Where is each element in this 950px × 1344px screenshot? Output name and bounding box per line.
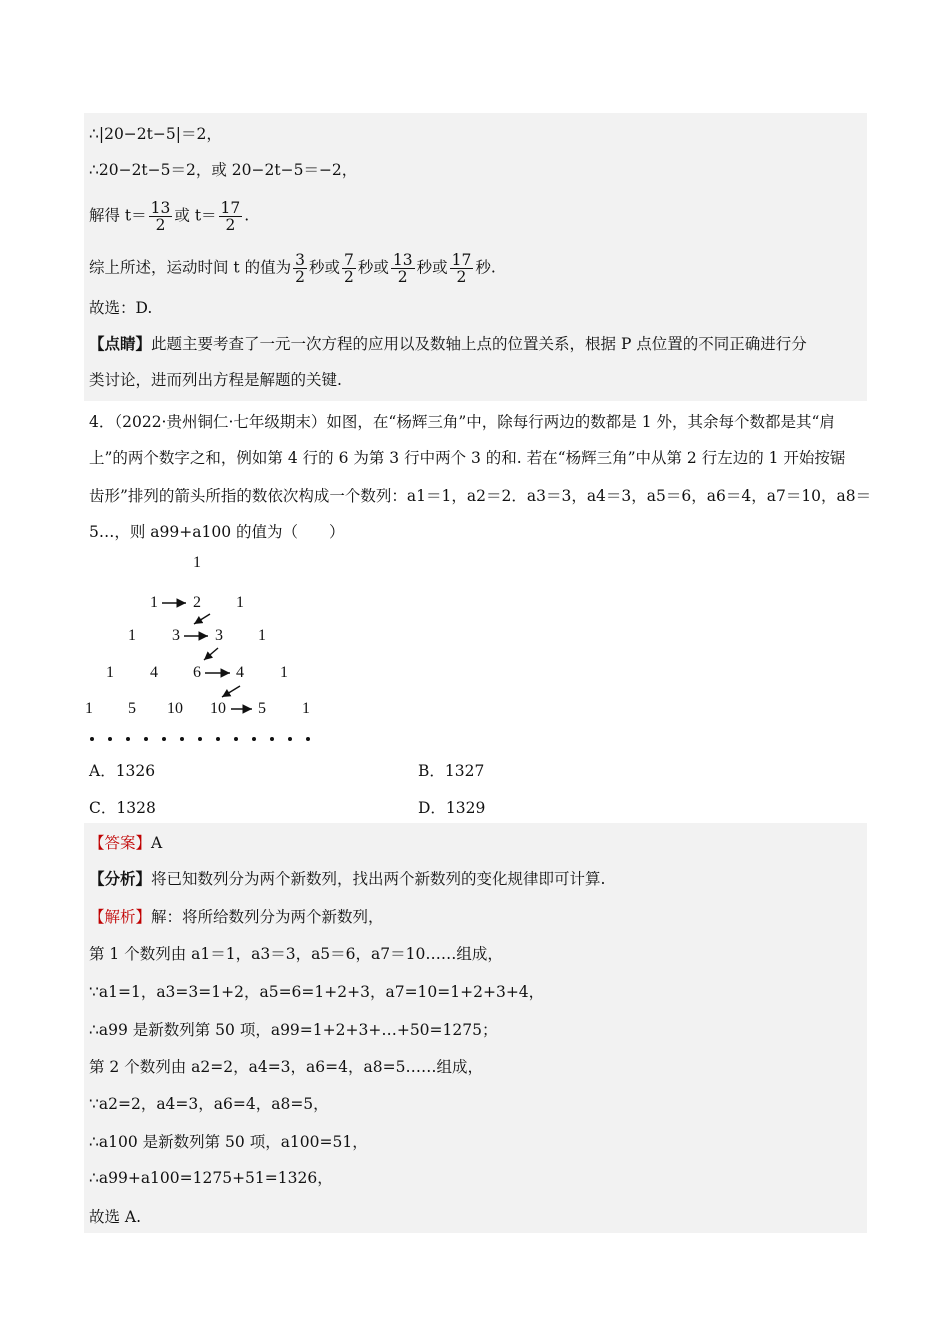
analysis-line [89,869,605,889]
fraction: $\frac{17}{2}$ [220,199,241,234]
fraction: $\frac{7}{2}$ [343,251,354,286]
text-line [89,252,496,285]
solution-line: ∵a2=2，a4=3，a6=4，a8=5， [89,1095,329,1113]
solution-line: ∴a99 是新数列第 50 项，a99=1+2+3+…+50=1275； [89,1021,498,1039]
triangle-number: 5 [258,700,266,717]
option-a[interactable]: A．1326 [89,762,156,780]
text: 综上所述，运动时间 t 的值为 [89,258,292,277]
triangle-number: 1 [106,664,114,681]
solution-line: ∴a99+a100=1275+51=1326， [89,1169,333,1187]
text: 或 t＝ [174,206,217,225]
triangle-number: 10 [210,700,226,717]
text: . [244,206,250,225]
text: 解得 t＝ [89,206,147,225]
triangle-number: 5 [128,700,136,717]
question-line: 上”的两个数字之和，例如第 4 行的 6 为第 3 行中两个 3 的和. 若在“杨辉三角”中从第 2 行左边的 1 开始按锯 [89,449,846,467]
text-line: ∴20−2t−5＝2，或 20−2t−5＝−2， [89,161,358,179]
triangle-number: 3 [172,627,180,644]
text: 秒或 [308,258,340,277]
text-line: 故选：D. [89,299,153,317]
fraction: $\frac{13}{2}$ [392,251,413,286]
option-c[interactable]: C．1328 [89,799,156,817]
triangle-number: 2 [193,594,201,611]
comment-tag: 【点睛】 [89,334,152,353]
triangle-number: 3 [215,627,223,644]
fraction: $\frac{17}{2}$ [451,251,472,286]
text-line: ∴|20−2t−5|＝2， [89,125,222,143]
text: 秒. [475,258,496,277]
text: 秒或 [416,258,448,277]
analysis-tag: 【分析】 [89,869,152,888]
triangle-number: 1 [258,627,266,644]
text-line: 类讨论，进而列出方程是解题的关键. [89,371,342,389]
question-line: 5…，则 a99+a100 的值为（ ） [89,523,345,541]
option-b[interactable]: B．1327 [418,762,485,780]
triangle-number: 10 [167,700,183,717]
answer-line [89,833,162,853]
triangle-number: 6 [193,664,201,681]
triangle-number: 1 [302,700,310,717]
triangle-number: 1 [85,700,93,717]
solution-line: 故选 A. [89,1208,142,1226]
solution-line: ∴a100 是新数列第 50 项，a100=51， [89,1133,368,1151]
solution-line: 第 2 个数列由 a2=2，a4=3，a6=4，a8=5……组成， [89,1058,483,1076]
fraction: $\frac{3}{2}$ [295,251,305,286]
triangle-number: 1 [236,594,244,611]
arrow-diag [194,614,210,624]
text: 将已知数列分为两个新数列，找出两个新数列的变化规律即可计算. [151,870,606,888]
text-line [89,200,249,233]
question-line: 4．（2022·贵州铜仁·七年级期末）如图，在“杨辉三角”中，除每行两边的数都是 1 外，其余每个数都是其“肩 [89,413,835,431]
triangle-number: 1 [193,554,201,571]
triangle-number: 1 [150,594,158,611]
triangle-number: 1 [128,627,136,644]
solution-line: 第 1 个数列由 a1＝1，a3＝3，a5＝6，a7＝10……组成， [89,945,503,963]
question-line: 齿形”排列的箭头所指的数依次构成一个数列：a1＝1，a2＝2．a3＝3，a4＝3，a5＝6，a6＝4，a7＝10，a8＝ [89,487,872,505]
answer-value: A [151,834,163,852]
triangle-number: 1 [280,664,288,681]
text: 解：将所给数列分为两个新数列， [151,908,384,926]
text: 此题主要考查了一元一次方程的应用以及数轴上点的位置关系，根据 P 点位置的不同正确进行分 [151,335,807,353]
option-d[interactable]: D．1329 [418,799,486,817]
arrow-diag [222,686,240,697]
triangle-number: 4 [150,664,158,681]
answer-tag: 【答案】 [89,834,152,852]
text-line [89,334,807,354]
fraction: $\frac{13}{2}$ [150,199,171,234]
arrow-diag [204,648,218,660]
solution-line: ∵a1=1，a3=3=1+2，a5=6=1+2+3，a7=10=1+2+3+4， [89,983,545,1001]
explanation-line [89,907,384,927]
explanation-tag: 【解析】 [89,908,152,926]
text: 秒或 [357,258,389,277]
triangle-number: 4 [236,664,244,681]
